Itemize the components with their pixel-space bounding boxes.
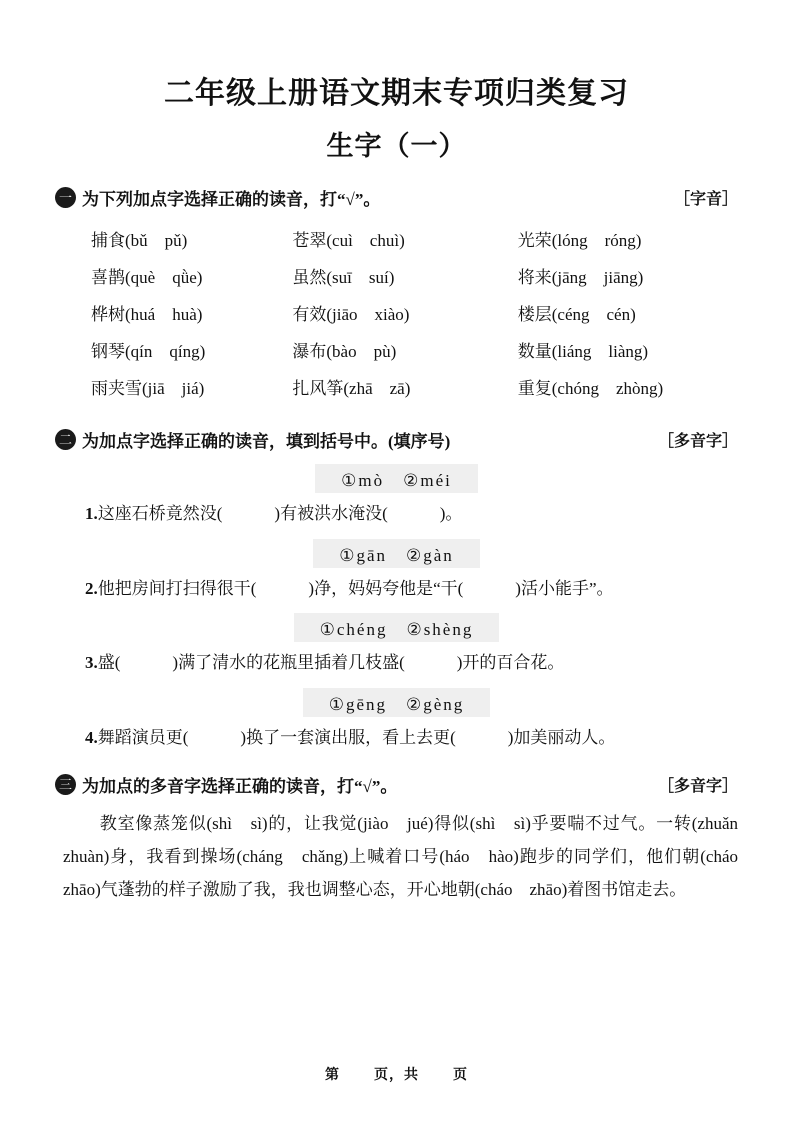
pinyin-item[interactable]: 将来(jāng jiāng) — [517, 268, 644, 287]
question-number: 3. — [85, 653, 98, 672]
option-row — [55, 688, 738, 717]
pinyin-item[interactable]: 捕食(bǔ pǔ) — [91, 231, 188, 250]
table-row — [55, 257, 738, 294]
table-row — [55, 331, 738, 368]
pinyin-item[interactable]: 雨夹雪(jiā jiá) — [91, 379, 205, 398]
question-text-after: )活小能手”。 — [515, 578, 614, 598]
option-row — [55, 539, 738, 568]
section-number-1: 一 — [55, 187, 76, 208]
question-text-middle: )有被洪水淹没( — [274, 504, 388, 523]
section-title-2: 为加点字选择正确的读音，填到括号中。(填序号) — [82, 432, 451, 451]
section-number-3: 三 — [55, 774, 76, 795]
section-header-1 — [55, 185, 738, 210]
question-line — [55, 576, 738, 602]
pinyin-item[interactable]: 光荣(lóng róng) — [517, 231, 642, 250]
question-number: 4. — [85, 727, 98, 747]
pinyin-item[interactable]: 苍翠(cuì chuì) — [292, 231, 405, 250]
pinyin-item[interactable]: 钢琴(qín qíng) — [91, 342, 206, 361]
page-footer — [0, 1064, 793, 1084]
section-title-1: 为下列加点字选择正确的读音，打“√”。 — [82, 190, 381, 209]
question-text-middle: )满了清水的花瓶里插着几枝盛( — [172, 653, 405, 672]
section-tag-2: ［多音字］ — [657, 433, 738, 450]
option-row — [55, 613, 738, 642]
footer-prefix: 第 — [325, 1068, 340, 1083]
table-row — [55, 220, 738, 257]
option-row — [55, 464, 738, 493]
footer-mid: 页，共 — [374, 1068, 419, 1083]
question-number: 1. — [85, 504, 98, 523]
question-number: 2. — [85, 578, 98, 598]
pinyin-item[interactable]: 楼层(céng cén) — [517, 305, 636, 324]
question-text-before: 这座石桥竟然没( — [97, 504, 223, 523]
question-line — [55, 725, 738, 751]
paragraph-text[interactable]: 教室像蒸笼似(shì sì)的，让我觉(jiào jué)得似(shì sì)乎要喘不过气。一转(zhuǎn zhuàn)身，我看到操场(cháng chǎng)上喊着口号(háo hào)跑步的同学们，他们朝(cháo zhāo)气蓬勃的样子激励了我，我也调整心态，开心地朝(cháo zhāo)着图书馆走去。 — [63, 814, 755, 900]
page-title: 二年级上册语文期末专项归类复习 — [164, 77, 629, 110]
option-choices[interactable]: ①gān ②gàn — [313, 539, 480, 568]
section-number-2: 二 — [55, 429, 76, 450]
pinyin-item[interactable]: 数量(liáng liàng) — [517, 342, 649, 361]
pinyin-choice-grid — [55, 220, 738, 405]
section-header-2 — [55, 427, 738, 452]
option-choices[interactable]: ①gēng ②gèng — [303, 688, 491, 717]
pinyin-item[interactable]: 桦树(huá huà) — [91, 305, 203, 324]
option-choices[interactable]: ①chéng ②shèng — [294, 613, 500, 642]
pinyin-item[interactable]: 虽然(suī suí) — [292, 268, 395, 287]
question-text-after: )。 — [439, 504, 463, 523]
question-line — [55, 650, 738, 676]
pinyin-item[interactable]: 瀑布(bào pù) — [292, 342, 397, 361]
option-choices[interactable]: ①mò ②méi — [315, 464, 478, 493]
question-line — [55, 501, 738, 527]
page-subtitle: 生字（一） — [326, 131, 467, 161]
section-title-3: 为加点的多音字选择正确的读音，打“√”。 — [82, 777, 398, 796]
question-text-after: )开的百合花。 — [456, 653, 565, 672]
pinyin-item[interactable]: 喜鹊(què qǜe) — [91, 268, 203, 287]
pinyin-item[interactable]: 有效(jiāo xiào) — [292, 305, 410, 324]
pinyin-item[interactable]: 重复(chóng zhòng) — [517, 379, 664, 398]
section-tag-3: ［多音字］ — [657, 778, 738, 795]
section-header-3 — [55, 772, 738, 797]
table-row — [55, 368, 738, 405]
question-text-before: 他把房间打扫得很干( — [97, 578, 257, 598]
reading-paragraph — [55, 807, 755, 906]
question-text-middle: )净，妈妈夸他是“干( — [308, 578, 464, 598]
question-text-after: )加美丽动人。 — [507, 727, 616, 747]
section-tag-1: ［字音］ — [673, 191, 738, 208]
question-text-before: 舞蹈演员更( — [97, 727, 189, 747]
question-text-before: 盛( — [97, 653, 121, 672]
footer-suffix: 页 — [453, 1068, 468, 1083]
pinyin-item[interactable]: 扎风筝(zhā zā) — [292, 379, 411, 398]
question-text-middle: )换了一套演出服，看上去更( — [240, 727, 456, 747]
table-row — [55, 294, 738, 331]
